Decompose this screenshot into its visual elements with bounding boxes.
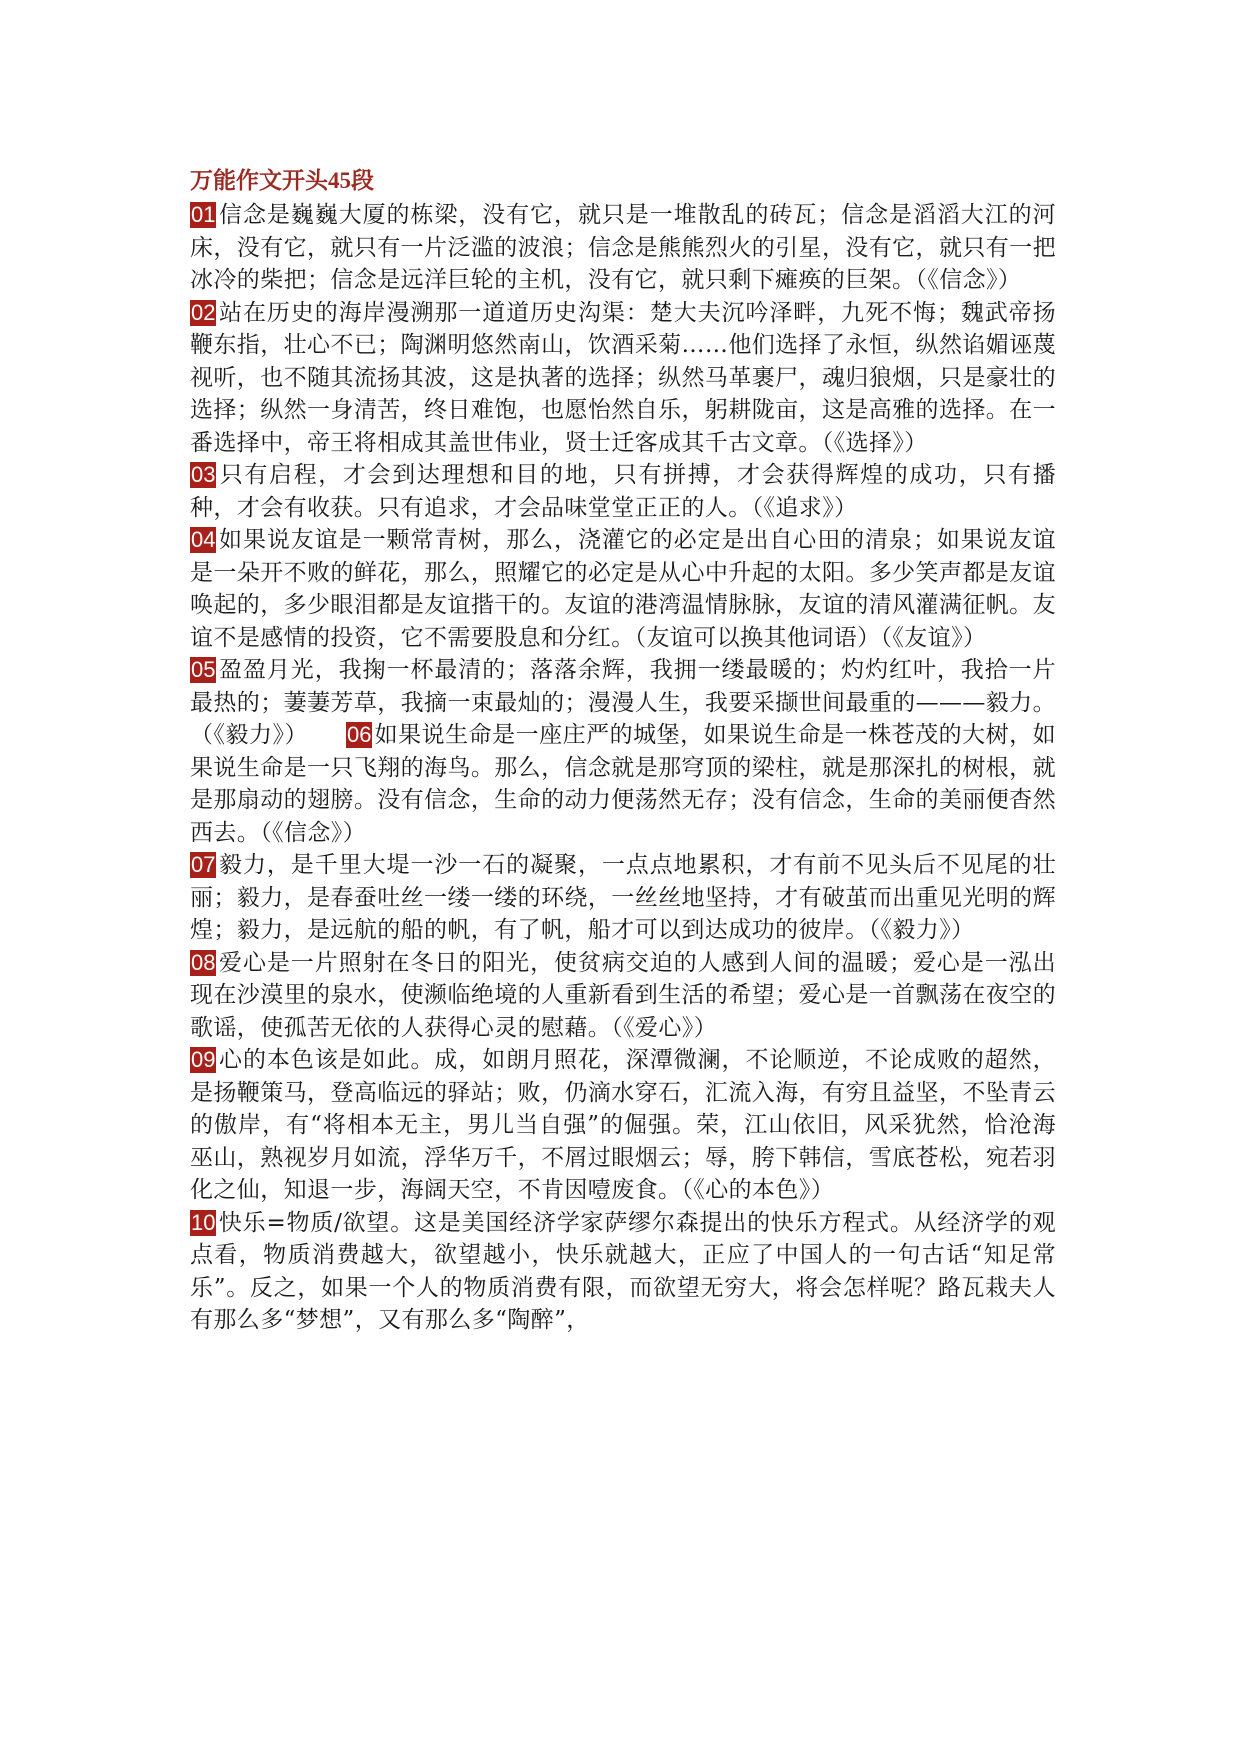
paragraph-number-badge: 03: [191, 462, 216, 487]
paragraph-text: 信念是巍巍大厦的栋梁，没有它，就只是一堆散乱的砖瓦；信念是滔滔大江的河床，没有它，就只有一片泛滥的波浪；信念是熊熊烈火的引星，没有它，就只有一把冰冷的柴把；信念是远洋巨轮的主机，没有它，就只剩下瘫痪的巨架。（《信念》）: [190, 202, 1056, 293]
paragraph-05-06: [190, 654, 1056, 849]
paragraph-text: 站在历史的海岸漫溯那一道道历史沟渠：楚大夫沉吟泽畔，九死不悔；魏武帝扬鞭东指，壮心不已；陶渊明悠然南山，饮酒采菊……他们选择了永恒，纵然谄媚诬蔑视听，也不随其流扬其波，这是执著的选择；纵然马革裹尸，魂归狼烟，只是豪壮的选择；纵然一身清苦，终日难饱，也愿怡然自乐，躬耕陇亩，这是高雅的选择。在一番选择中，帝王将相成其盖世伟业，贤士迁客成其千古文章。（《选择》）: [190, 299, 1056, 456]
paragraph-text: 心的本色该是如此。成，如朗月照花，深潭微澜，不论顺逆，不论成败的超然，是扬鞭策马，登高临远的驿站；败，仍滴水穿石，汇流入海，有穷且益坚，不坠青云的傲岸，有“将相本无主，男儿当自强”的倔强。荣，江山依旧，风采犹然，恰沧海巫山，熟视岁月如流，浮华万千，不屑过眼烟云；辱，胯下韩信，雪底苍松，宛若羽化之仙，知退一步，海阔天空，不肯因噎废食。（《心的本色》）: [190, 1047, 1056, 1203]
paragraph-text: 爱心是一片照射在冬日的阳光，使贫病交迫的人感到人间的温暖；爱心是一泓出现在沙漠里的泉水，使濒临绝境的人重新看到生活的希望；爱心是一首飘荡在夜空的歌谣，使孤苦无依的人获得心灵的慰藉。（《爱心》）: [190, 949, 1056, 1041]
paragraph-03: [190, 459, 1056, 524]
paragraph-text: 只有启程，才会到达理想和目的地，只有拼搏，才会获得辉煌的成功，只有播种，才会有收获。只有追求，才会品味堂堂正正的人。（《追求》）: [190, 462, 1056, 521]
paragraph-number-badge: 01: [191, 202, 216, 227]
paragraph-number-badge: 06: [347, 722, 372, 747]
paragraph-text: 如果说友谊是一颗常青树，那么，浇灌它的必定是出自心田的清泉；如果说友谊是一朵开不败的鲜花，那么，照耀它的必定是从心中升起的太阳。多少笑声都是友谊唤起的，多少眼泪都是友谊揩干的。友谊的港湾温情脉脉，友谊的清风灌满征帆。友谊不是感情的投资，它不需要股息和分红。（友谊可以换其他词语）（《友谊》）: [190, 527, 1056, 651]
paragraph-number-badge: 02: [191, 299, 216, 325]
paragraph-number-badge: 09: [191, 1047, 216, 1072]
document-title: 万能作文开头45段: [190, 168, 374, 193]
paragraph-number-badge: 10: [191, 1209, 216, 1235]
paragraph-number-badge: 08: [191, 949, 216, 975]
document-page: [190, 163, 1056, 1337]
paragraph-02: [190, 297, 1056, 460]
paragraph-text: 盈盈月光，我掬一杯最清的；落落余辉，我拥一缕最暖的；灼灼红叶，我拾一片最热的；萋萋芳草，我摘一束最灿的；漫漫人生，我要采撷世间最重的———毅力。（《毅力》）: [190, 657, 1056, 748]
paragraph-text: 快乐=物质/欲望。这是美国经济学家萨缪尔森提出的快乐方程式。从经济学的观点看，物质消费越大，欲望越小，快乐就越大，正应了中国人的一句古话“知足常乐”。反之，如果一个人的物质消费有限，而欲望无穷大，将会怎样呢？路瓦栽夫人有那么多“梦想”，又有那么多“陶醉”，: [190, 1209, 1056, 1333]
paragraph-number-badge: 07: [191, 852, 216, 877]
paragraph-text: 如果说生命是一座庄严的城堡，如果说生命是一株苍茂的大树，如果说生命是一只飞翔的海鸟。那么，信念就是那穹顶的梁柱，就是那深扎的树根，就是那扇动的翅膀。没有信念，生命的动力便荡然无存；没有信念，生命的美丽便杳然西去。（《信念》）: [190, 722, 1056, 846]
paragraph-number-badge: 05: [191, 657, 216, 682]
paragraph-10: [190, 1207, 1056, 1337]
paragraph-08: [190, 947, 1056, 1045]
paragraph-09: [190, 1044, 1056, 1207]
paragraph-01: [190, 199, 1056, 297]
paragraph-04: [190, 524, 1056, 654]
paragraph-text: 毅力，是千里大堤一沙一石的凝聚，一点点地累积，才有前不见头后不见尾的壮丽；毅力，是春蚕吐丝一缕一缕的环绕，一丝丝地坚持，才有破茧而出重见光明的辉煌；毅力，是远航的船的帆，有了帆，船才可以到达成功的彼岸。（《毅力》）: [190, 852, 1056, 943]
paragraph-number-badge: 04: [191, 527, 216, 552]
paragraph-07: [190, 849, 1056, 947]
